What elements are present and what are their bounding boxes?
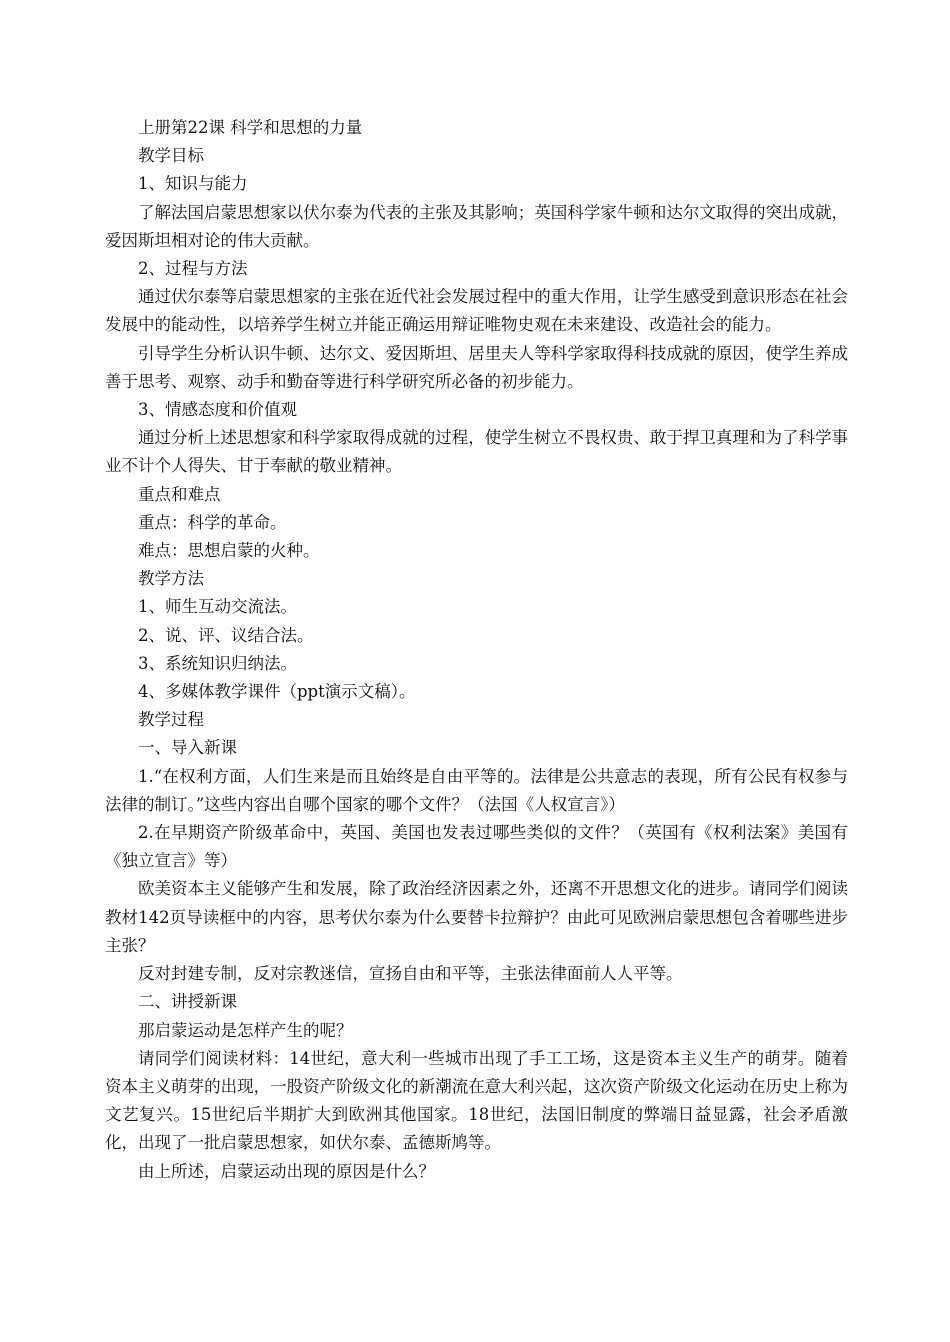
- subheading-intro: 一、导入新课: [138, 738, 237, 758]
- subheading-knowledge: 1、知识与能力: [138, 174, 248, 194]
- paragraph: 引导学生分析认识牛顿、达尔文、爱因斯坦、居里夫人等科学家取得科技成就的原因，使学生养成善于思考、观察、动手和勤奋等进行科学研究所必备的初步能力。: [105, 343, 848, 391]
- paragraph: 通过分析上述思想家和科学家取得成就的过程，使学生树立不畏权贵、敢于捍卫真理和为了科学事业不计个人得失、甘于奉献的敬业精神。: [105, 428, 848, 476]
- paragraph: 通过伏尔泰等启蒙思想家的主张在近代社会发展过程中的重大作用，让学生感受到意识形态在社会发展中的能动性，以培养学生树立并能正确运用辩证唯物史观在未来建设、改造社会的能力。: [105, 287, 848, 335]
- paragraph: 了解法国启蒙思想家以伏尔泰为代表的主张及其影响；英国科学家牛顿和达尔文取得的突出成就，爱因斯坦相对论的伟大贡献。: [105, 202, 848, 250]
- paragraph: 欧美资本主义能够产生和发展，除了政治经济因素之外，还离不开思想文化的进步。请同学们阅读教材142页导读框中的内容，思考伏尔泰为什么要替卡拉辩护？由此可见欧洲启蒙思想包含着哪些进步主张？: [105, 879, 848, 955]
- section-heading-key-points: 重点和难点: [138, 484, 221, 504]
- subheading-values: 3、情感态度和价值观: [138, 400, 297, 420]
- paragraph: 2.在早期资产阶级革命中，英国、美国也发表过哪些类似的文件？（英国有《权利法案》美国有《独立宣言》等）: [105, 823, 848, 871]
- section-heading-process: 教学过程: [138, 710, 204, 730]
- document-body: [105, 114, 848, 1186]
- paragraph: 请同学们阅读材料：14世纪，意大利一些城市出现了手工工场，这是资本主义生产的萌芽。随着资本主义萌芽的出现，一股资产阶级文化的新潮流在意大利兴起，这次资产阶级文化运动在历史上称为文艺复兴。15世纪后半期扩大到欧洲其他国家。18世纪，法国旧制度的弊端日益显露，社会矛盾激化，出现了一批启蒙思想家，如伏尔泰、孟德斯鸠等。: [105, 1048, 848, 1153]
- difficult-point: 难点：思想启蒙的火种。: [138, 541, 320, 561]
- key-point: 重点：科学的革命。: [138, 512, 287, 532]
- paragraph: 1.“在权利方面，人们生来是而且始终是自由平等的。法律是公共意志的表现，所有公民有权参与法律的制订。”这些内容出自哪个国家的哪个文件？（法国《人权宣言》）: [105, 766, 848, 814]
- method-item: 4、多媒体教学课件（ppt演示文稿）。: [138, 682, 416, 702]
- subheading-process: 2、过程与方法: [138, 259, 248, 279]
- paragraph: 反对封建专制，反对宗教迷信，宣扬自由和平等，主张法律面前人人平等。: [138, 964, 683, 984]
- paragraph: 那启蒙运动是怎样产生的呢？: [138, 1020, 353, 1040]
- lesson-title: 上册第22课 科学和思想的力量: [138, 118, 363, 137]
- method-item: 3、系统知识归纳法。: [138, 653, 297, 673]
- subheading-new-lesson: 二、讲授新课: [138, 992, 237, 1012]
- section-heading-objectives: 教学目标: [138, 146, 204, 166]
- section-heading-methods: 教学方法: [138, 569, 204, 589]
- method-item: 1、师生互动交流法。: [138, 597, 297, 617]
- method-item: 2、说、评、议结合法。: [138, 625, 314, 645]
- paragraph: 由上所述，启蒙运动出现的原因是什么？: [138, 1161, 435, 1181]
